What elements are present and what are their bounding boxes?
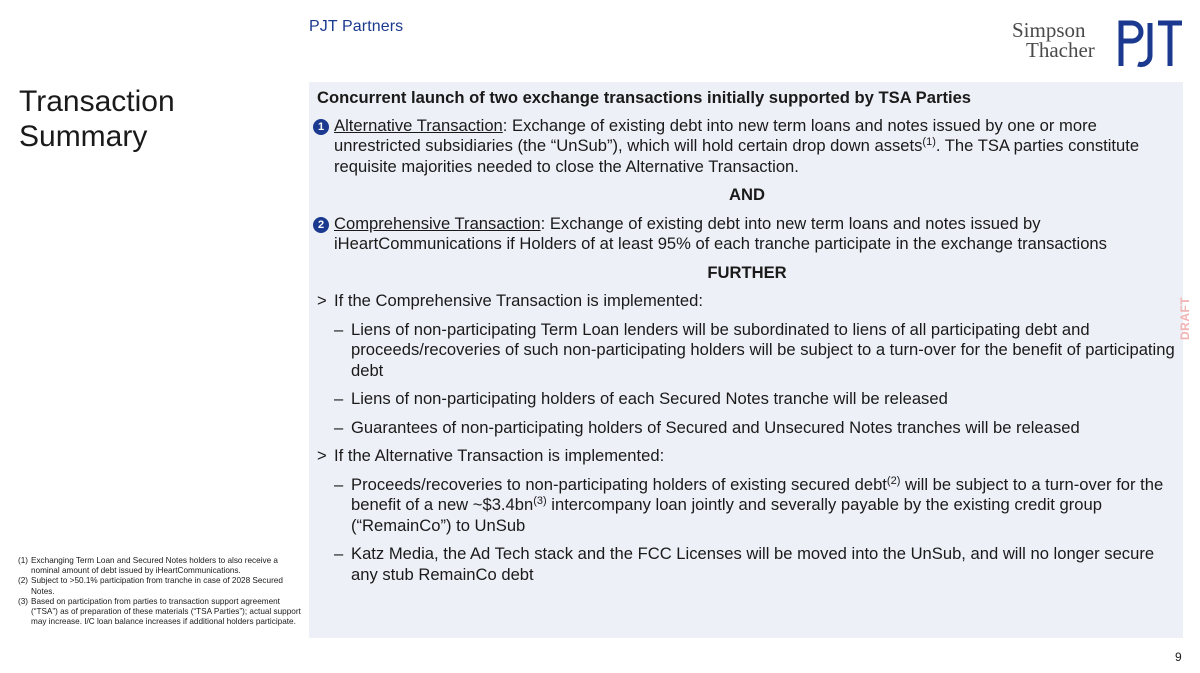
- footnote-text: Exchanging Term Loan and Secured Notes holders to also receive a nominal amount of debt issued by iHeartCommunications.: [31, 556, 278, 576]
- title-line-1: Transaction: [19, 85, 175, 118]
- sub-bullet-text-c: intercompany loan jointly and severally payable by the existing credit group (“RemainCo”) to UnSub: [351, 495, 1102, 535]
- logo-thacher-text: Thacher: [1026, 38, 1095, 62]
- firm-name: PJT Partners: [309, 18, 404, 35]
- number-badge-1: 1: [313, 119, 329, 135]
- footnote-text: Subject to >50.1% participation from tranche in case of 2028 Secured Notes.: [31, 576, 283, 596]
- headline: Concurrent launch of two exchange transactions initially supported by TSA Parties: [317, 88, 972, 107]
- footnote-mark: (2): [18, 576, 29, 586]
- logo-simpson-text: Simpson: [1012, 18, 1086, 42]
- sub-bullet-comp-2: [317, 389, 1177, 410]
- content-body: [317, 88, 1177, 585]
- footnote-3: [18, 597, 306, 628]
- dash-marker: –: [334, 544, 344, 563]
- bullet-marker: >: [317, 291, 327, 310]
- number-badge-2: 2: [313, 217, 329, 233]
- simpson-thacher-logo: [1012, 20, 1095, 60]
- comprehensive-transaction-item: [317, 214, 1177, 255]
- bullet-alternative: [317, 446, 1177, 467]
- page-title: [19, 84, 175, 154]
- footnote-text: Based on participation from parties to transaction support agreement (“TSA”) as of preparation of these materials (“TSA Parties”); actual support may increase. I/C loan balance increases if additional holders participate.: [31, 596, 301, 627]
- comprehensive-transaction-term: Comprehensive Transaction: [334, 213, 541, 233]
- alternative-transaction-text-b: . The TSA parties constitute requisite majorities needed to close the Alternative Transaction.: [334, 136, 1140, 176]
- title-line-2: Summary: [19, 120, 148, 153]
- sub-bullet-alt-2: [317, 544, 1177, 585]
- footnote-2: [18, 576, 306, 596]
- dash-marker: –: [334, 474, 344, 494]
- draft-watermark: DRAFT: [1178, 296, 1192, 340]
- footnotes: [18, 556, 306, 627]
- dash-marker: –: [334, 319, 344, 339]
- further-divider: FURTHER: [707, 262, 787, 282]
- footnote-mark: (1): [18, 556, 29, 565]
- dash-marker: –: [334, 389, 344, 408]
- bullet-text: If the Comprehensive Transaction is implemented:: [334, 291, 703, 310]
- footnote-1: [18, 556, 306, 576]
- sub-bullet-text: Liens of non-participating Term Loan lenders will be subordinated to liens of all participating debt and proceeds/recoveries of such non-participating holders will be subject to a turn-over for the benefit of participating debt: [351, 319, 1175, 380]
- alternative-transaction-term: Alternative Transaction: [334, 115, 503, 135]
- sub-bullet-text: Liens of non-participating holders of each Secured Notes tranche will be released: [351, 389, 948, 408]
- sub-bullet-text-b: will be subject to a turn-over for the benefit of a new ~$3.4bn: [351, 474, 1164, 514]
- sub-bullet-alt-1: [317, 475, 1177, 537]
- comprehensive-transaction-text: : Exchange of existing debt into new term loans and notes issued by iHeartCommunications if Holders of at least 95% of each tranche participate in the exchange transactions: [334, 213, 1107, 253]
- footnote-ref-2: (2): [886, 474, 901, 487]
- footnote-ref-1: (1): [922, 136, 936, 148]
- footnote-mark: (3): [18, 596, 29, 606]
- bullet-marker: >: [317, 446, 327, 465]
- footnote-ref-3: (3): [533, 495, 547, 507]
- and-divider: AND: [729, 185, 765, 204]
- dash-marker: –: [334, 417, 344, 437]
- sub-bullet-comp-1: [317, 320, 1177, 382]
- sub-bullet-text-a: Proceeds/recoveries to non-participating holders of existing secured debt: [351, 474, 887, 494]
- sub-bullet-text: Guarantees of non-participating holders of Secured and Unsecured Notes tranches will be released: [351, 417, 1080, 437]
- alternative-transaction-item: [317, 116, 1177, 178]
- alternative-transaction-text-a: : Exchange of existing debt into new term loans and notes issued by one or more unrestricted subsidiaries (the “UnSub”), which will hold certain drop down assets: [334, 115, 1097, 155]
- page-number: 9: [1175, 650, 1182, 664]
- bullet-comprehensive: [317, 291, 1177, 312]
- sub-bullet-comp-3: [317, 418, 1177, 439]
- bullet-text: If the Alternative Transaction is implemented:: [334, 446, 665, 465]
- sub-bullet-text: Katz Media, the Ad Tech stack and the FCC Licenses will be moved into the UnSub, and will no longer secure any stub RemainCo debt: [351, 544, 1155, 584]
- pjt-logo: [1118, 20, 1184, 68]
